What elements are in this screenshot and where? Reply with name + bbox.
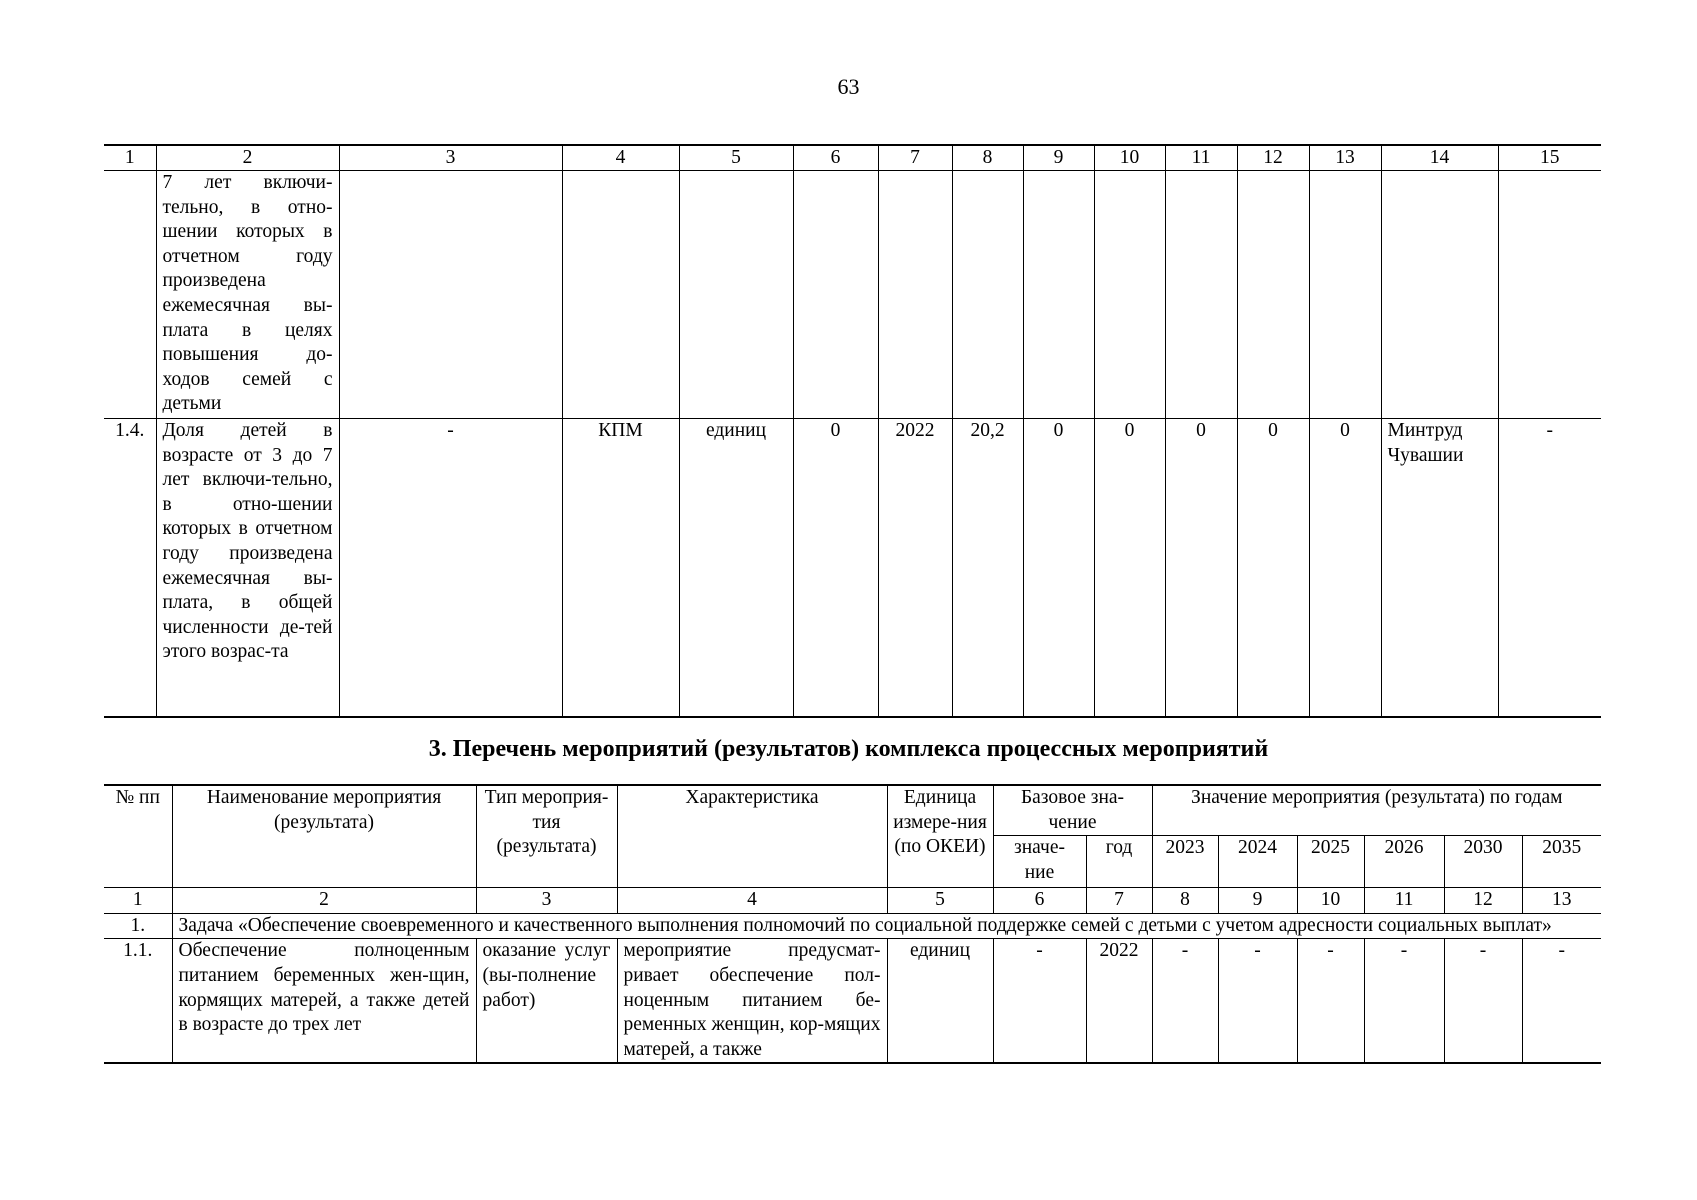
column-number: 1 xyxy=(104,888,172,914)
header-name: Наименование мероприятия (результата) xyxy=(172,785,476,888)
column-number: 14 xyxy=(1381,145,1498,171)
row-number: 1.1. xyxy=(104,939,172,1063)
value-2026: - xyxy=(1364,939,1444,1063)
cell-col12: 0 xyxy=(1237,419,1309,717)
responsible-executor: Минтруд Чувашии xyxy=(1381,419,1498,717)
value-2030: - xyxy=(1444,939,1522,1063)
column-number: 6 xyxy=(993,888,1086,914)
value-2035: - xyxy=(1522,939,1601,1063)
measure-unit: единиц xyxy=(887,939,993,1063)
cell-col3: - xyxy=(339,419,562,717)
header-base: Базовое зна-чение xyxy=(993,785,1152,836)
value-2023: - xyxy=(1152,939,1218,1063)
column-number: 15 xyxy=(1498,145,1601,171)
column-number: 7 xyxy=(878,145,952,171)
cell-col9: 0 xyxy=(1023,419,1094,717)
header-year: 2025 xyxy=(1297,836,1364,888)
table-row xyxy=(104,939,1601,1063)
column-number: 3 xyxy=(339,145,562,171)
table-row xyxy=(104,419,1601,717)
indicator-name: 7 лет включи-тельно, в отно-шении которых в отчетном году произведена ежемесячная вы-плата в целях повышения до-ходов семей с детьми xyxy=(156,171,339,419)
cell-col8: 20,2 xyxy=(952,419,1023,717)
column-number: 12 xyxy=(1237,145,1309,171)
header-type: Тип мероприя-тия (результата) xyxy=(476,785,617,888)
header-number: № пп xyxy=(104,785,172,888)
column-number: 6 xyxy=(793,145,878,171)
indicators-table-continued xyxy=(104,144,1601,718)
page-number: 63 xyxy=(837,74,860,99)
column-number: 1 xyxy=(104,145,156,171)
indicator-name: Доля детей в возрасте от 3 до 7 лет включи-тельно, в отно-шении которых в отчетном году произведена ежемесячная вы-плата, в общей численности де-тей этого возрас-та xyxy=(156,419,339,717)
value-2025: - xyxy=(1297,939,1364,1063)
column-number: 13 xyxy=(1309,145,1381,171)
column-number: 11 xyxy=(1364,888,1444,914)
column-number-row xyxy=(104,888,1601,914)
column-number: 13 xyxy=(1522,888,1601,914)
header-year: 2030 xyxy=(1444,836,1522,888)
cell-col13: 0 xyxy=(1309,419,1381,717)
header-characteristic: Характеристика xyxy=(617,785,887,888)
header-values-by-year: Значение мероприятия (результата) по годам xyxy=(1152,785,1601,836)
column-number: 7 xyxy=(1086,888,1152,914)
row-number: 1.4. xyxy=(104,419,156,717)
column-number: 11 xyxy=(1165,145,1237,171)
header-year: 2026 xyxy=(1364,836,1444,888)
measures-table xyxy=(104,784,1601,1064)
column-number: 5 xyxy=(887,888,993,914)
header-row xyxy=(104,785,1601,836)
header-base-year: год xyxy=(1086,836,1152,888)
measure-characteristic: мероприятие предусмат-ривает обеспечение пол-ноценным питанием бе-ременных женщин, кор-мящих матерей, а также xyxy=(617,939,887,1063)
cell-col11: 0 xyxy=(1165,419,1237,717)
task-text: Задача «Обеспечение своевременного и качественного выполнения полномочий по социальной поддержке семей с детьми с учетом адресности социальных выплат» xyxy=(172,913,1601,939)
section-heading: 3. Перечень мероприятий (результатов) комплекса процессных мероприятий xyxy=(428,736,1269,762)
column-number: 9 xyxy=(1023,145,1094,171)
cell-col10: 0 xyxy=(1094,419,1165,717)
column-number: 4 xyxy=(617,888,887,914)
column-number: 9 xyxy=(1218,888,1297,914)
task-row xyxy=(104,913,1601,939)
measure-type: оказание услуг (вы-полнение работ) xyxy=(476,939,617,1063)
table-row xyxy=(104,171,1601,419)
header-year: 2023 xyxy=(1152,836,1218,888)
header-year: 2024 xyxy=(1218,836,1297,888)
column-number: 2 xyxy=(172,888,476,914)
column-number: 5 xyxy=(679,145,793,171)
cell-col6: 0 xyxy=(793,419,878,717)
column-number: 8 xyxy=(952,145,1023,171)
cell-col4: КПМ xyxy=(562,419,679,717)
base-year: 2022 xyxy=(1086,939,1152,1063)
cell-unit: единиц xyxy=(679,419,793,717)
cell-col15: - xyxy=(1498,419,1601,717)
column-number: 2 xyxy=(156,145,339,171)
column-number: 10 xyxy=(1297,888,1364,914)
column-number: 8 xyxy=(1152,888,1218,914)
value-2024: - xyxy=(1218,939,1297,1063)
base-value: - xyxy=(993,939,1086,1063)
header-base-value: значе-ние xyxy=(993,836,1086,888)
header-year: 2035 xyxy=(1522,836,1601,888)
column-number: 10 xyxy=(1094,145,1165,171)
header-unit: Единица измере-ния (по ОКЕИ) xyxy=(887,785,993,888)
column-number-row xyxy=(104,145,1601,171)
column-number: 12 xyxy=(1444,888,1522,914)
column-number: 4 xyxy=(562,145,679,171)
measure-name: Обеспечение полноценным питанием беременных жен-щин, кормящих матерей, а также детей в возрасте до трех лет xyxy=(172,939,476,1063)
cell-col7: 2022 xyxy=(878,419,952,717)
task-number: 1. xyxy=(104,913,172,939)
column-number: 3 xyxy=(476,888,617,914)
